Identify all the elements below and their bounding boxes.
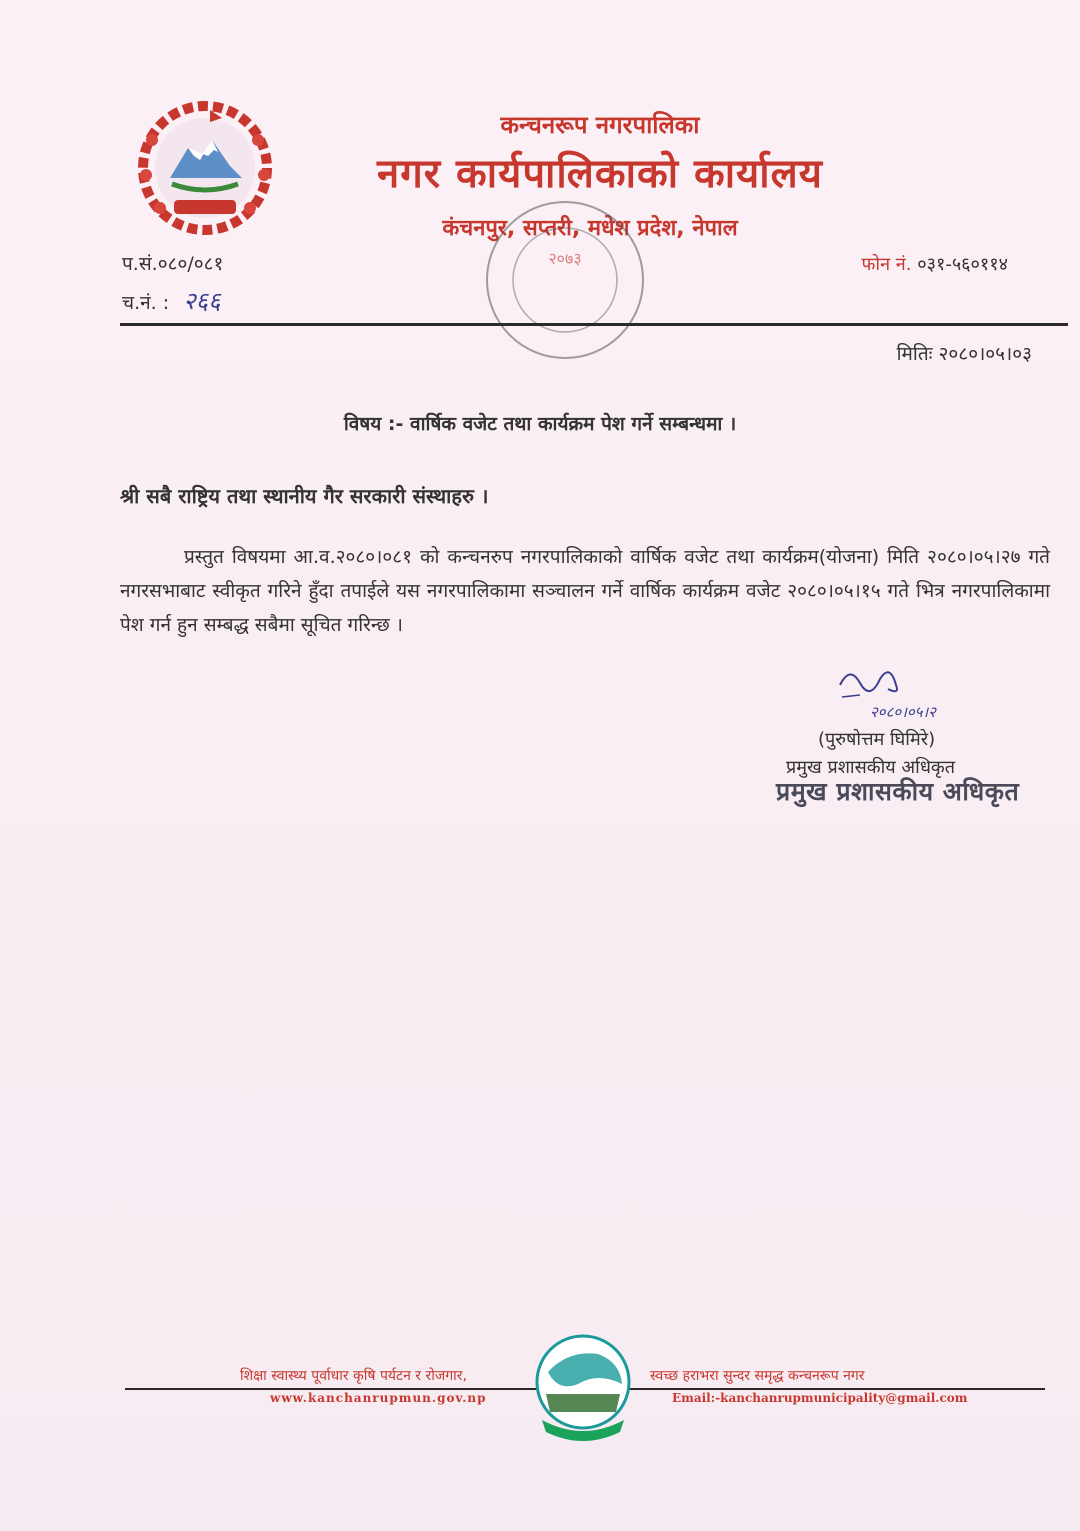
footer-slogan-left: शिक्षा स्वास्थ्य पूर्वाधार कृषि पर्यटन र रोजगार, xyxy=(240,1368,467,1384)
footer-email: Email:-kanchanrupmunicipality@gmail.com xyxy=(672,1391,968,1405)
dispatch-number-handwritten: २६६ xyxy=(183,287,221,315)
office-seal-stamp-icon xyxy=(470,190,660,370)
footer-website: www.kanchanrupmun.gov.np xyxy=(270,1391,487,1405)
date-value: मितिः २०८०।०५।०३ xyxy=(896,343,1032,365)
office-address: कंचनपुर, सप्तरी, मधेश प्रदेश, नेपाल xyxy=(442,216,738,241)
signatory-title-stamp: प्रमुख प्रशासकीय अधिकृत xyxy=(776,777,1020,806)
phone-value: ०३१-५६०११४ xyxy=(917,254,1008,275)
signatory-title: प्रमुख प्रशासकीय अधिकृत xyxy=(786,757,955,778)
letter-number xyxy=(122,250,223,276)
subject-line: विषय :- वार्षिक वजेट तथा कार्यक्रम पेश गर्ने सम्बन्धमा । xyxy=(343,413,737,435)
recipient-line: श्री सबै राष्ट्रिय तथा स्थानीय गैर सरकारी संस्थाहरु । xyxy=(120,484,489,508)
letter-number-value: प.सं.०८०/०८१ xyxy=(122,253,224,275)
handwritten-signature-icon xyxy=(830,655,970,725)
phone-number xyxy=(862,252,1008,276)
signature-date: २०८०।०५।२ xyxy=(870,703,936,721)
footer-slogan-right: स्वच्छ हराभरा सुन्दर समृद्ध कन्चनरूप नगर xyxy=(650,1368,865,1384)
dispatch-number xyxy=(122,284,221,317)
letter-body: प्रस्तुत विषयमा आ.व.२०८०।०८१ को कन्चनरुप नगरपालिकाको वार्षिक वजेट तथा कार्यक्रम(योजना) मिति २०८०।०५।२७ गते नगरसभाबाट स्वीकृत गरिने हुँदा तपाईले यस नगरपालिकामा सञ्चालन गर्ने वार्षिक कार्यक्रम वजेट २०८०।०५।१५ गते भित्र नगरपालिकामा पेश गर्न हुन सम्बद्ध सबैमा सूचित गरिन्छ । xyxy=(120,546,1050,636)
office-title: नगर कार्यपालिकाको कार्यालय xyxy=(377,151,823,197)
phone-label: फोन नं. xyxy=(861,254,912,275)
signatory-name: (पुरुषोत्तम घिमिरे) xyxy=(818,729,936,750)
letter-date xyxy=(897,340,1032,366)
seal-year: २०७३ xyxy=(548,249,582,268)
child-friendly-governance-logo-icon xyxy=(528,1332,638,1447)
header-divider xyxy=(120,323,1068,326)
municipality-name: कन्चनरूप नगरपालिका xyxy=(500,111,700,139)
dispatch-label: च.नं. : xyxy=(122,292,170,314)
